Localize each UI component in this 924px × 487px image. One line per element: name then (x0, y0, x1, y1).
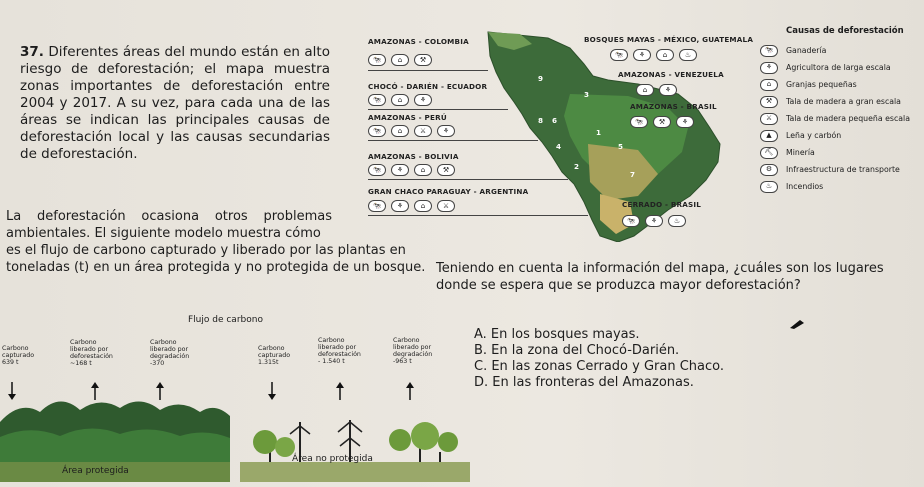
connector-line (368, 140, 538, 141)
map-number-1: 1 (596, 128, 602, 137)
region-label-choco: CHOCÓ - DARIÉN - ECUADOR (368, 82, 488, 91)
legend-item-large-agriculture (760, 59, 920, 76)
protected-deforestation-text: Carbono liberado por deforestación ~168 t (70, 339, 113, 367)
axe-icon: ⚔ (760, 113, 778, 125)
cattle-icon: 🐄 (368, 200, 386, 212)
farm-icon: ⚘ (391, 164, 409, 176)
farm-icon: ⚘ (659, 84, 677, 96)
pen-icon (788, 318, 806, 330)
connector-line (368, 70, 488, 71)
legend-label: Tala de madera pequeña escala (786, 114, 910, 123)
legend-item-small-logging (760, 110, 920, 127)
question-intro-text: Diferentes áreas del mundo están en alto riesgo de deforestación; el mapa muestra zonas importantes de deforestación entre 2004 y 2017. A su vez, para cada una de las áreas se indican las principales causas de deforestación local y las causas secundarias de deforestación (20, 44, 330, 162)
leaf-icon: ⌂ (656, 49, 674, 61)
unprotected-captured-text: Carbono capturado 1.315t (258, 345, 291, 366)
cattle-icon: 🐄 (368, 94, 386, 106)
fire-icon: ♨ (679, 49, 697, 61)
farm-icon: ⚘ (391, 200, 409, 212)
legend-item-small-farms (760, 76, 920, 93)
unprotected-deforestation-text: Carbono liberado por deforestación - 1.540 t (318, 337, 361, 365)
region-label-amazonas-venezuela: AMAZONAS - VENEZUELA (618, 70, 724, 79)
carbon-flow-diagram (0, 312, 470, 487)
farm-icon: ⚘ (645, 215, 663, 227)
region-label-amazonas-bolivia: AMAZONAS - BOLIVIA (368, 152, 459, 161)
legend-label: Infraestructura de transporte (786, 165, 900, 174)
legend-label: Leña y carbón (786, 131, 842, 140)
leaf-icon: ⌂ (391, 94, 409, 106)
legend-item-cattle (760, 42, 920, 59)
protected-area-label: Área protegida (62, 466, 129, 476)
unprotected-area-label: Área no protegida (292, 454, 373, 464)
protected-degradation-label (150, 339, 189, 367)
option-b[interactable]: B. En la zona del Chocó-Darién. (474, 343, 680, 358)
map-number-8: 8 (538, 116, 544, 125)
legend-label: Minería (786, 148, 815, 157)
option-a[interactable]: A. En los bosques mayas. (474, 327, 640, 342)
protected-captured-label (2, 345, 34, 366)
leaf-icon: ⌂ (414, 164, 432, 176)
cattle-icon: 🐄 (368, 164, 386, 176)
cattle-icon: 🐄 (760, 45, 778, 57)
protected-deforestation-label (70, 339, 113, 367)
saw-icon: ⚔ (437, 200, 455, 212)
unprotected-degradation-text: Carbono liberado por degradación -963 t (393, 337, 433, 365)
unprotected-deforestation-label (318, 337, 361, 365)
cattle-icon: 🐄 (610, 49, 628, 61)
farm-icon: ⚘ (633, 49, 651, 61)
legend-title: Causas de deforestación (786, 26, 904, 36)
wheat-icon: ⚘ (760, 62, 778, 74)
mining-icon: ⛏ (760, 147, 778, 159)
tree-icon: ⚒ (414, 54, 432, 66)
tree-icon: ⚒ (437, 164, 455, 176)
region-icons-amazonas-venezuela (636, 84, 677, 96)
fire-icon: ♨ (760, 181, 778, 193)
connector-line (368, 215, 588, 216)
cattle-icon: 🐄 (368, 125, 386, 137)
map-number-4: 4 (556, 142, 562, 151)
leaf-icon: ⌂ (636, 84, 654, 96)
legend-label: Granjas pequeñas (786, 80, 857, 89)
farm-icon: ⚘ (676, 116, 694, 128)
map-legend (760, 26, 920, 195)
legend-label: Agricultora de larga escala (786, 63, 891, 72)
question-number: 37. (20, 44, 44, 60)
legend-label: Ganadería (786, 46, 827, 55)
connector-line (368, 109, 508, 110)
legend-item-firewood (760, 127, 920, 144)
protected-captured-text: Carbono capturado 639 t (2, 345, 35, 366)
leaf-icon: ⌂ (414, 200, 432, 212)
map-number-2: 2 (574, 162, 580, 171)
region-icons-choco (368, 94, 432, 106)
protected-degradation-text: Carbono liberado por degradación -370 (150, 339, 190, 367)
leaf-icon: ⌂ (391, 125, 409, 137)
map-number-7: 7 (630, 170, 636, 179)
map-number-9: 9 (538, 74, 544, 83)
legend-label: Incendios (786, 182, 824, 191)
legend-item-mining (760, 144, 920, 161)
road-icon: ⚙ (760, 164, 778, 176)
region-label-amazonas-peru: AMAZONAS - PERÚ (368, 113, 447, 122)
region-icons-cerrado-brasil (622, 215, 686, 227)
region-icons-amazonas-bolivia (368, 164, 455, 176)
flow-title: Flujo de carbono (188, 315, 263, 325)
cattle-icon: 🐄 (368, 54, 386, 66)
region-label-bosques-mayas: BOSQUES MAYAS - MÉXICO, GUATEMALA (584, 35, 754, 44)
region-label-amazonas-colombia: AMAZONAS - COLOMBIA (368, 37, 469, 46)
region-icons-amazonas-brasil (630, 116, 694, 128)
option-d[interactable]: D. En las fronteras del Amazonas. (474, 375, 694, 390)
region-label-amazonas-brasil: AMAZONAS - BRASIL (630, 102, 717, 111)
legend-item-transport (760, 161, 920, 178)
fire-icon: ♨ (668, 215, 686, 227)
legend-item-large-logging (760, 93, 920, 110)
body-paragraph-2: es el flujo de carbono capturado y liberado por las plantas en toneladas (t) en un área protegida y no protegida de un bosque. (6, 243, 426, 275)
question-prompt: Teniendo en cuenta la información del mapa, ¿cuáles son los lugares donde se espera que se produzca mayor deforestación? (436, 261, 884, 293)
cattle-icon: 🐄 (622, 215, 640, 227)
region-icons-amazonas-peru (368, 125, 455, 137)
connector-line (368, 179, 568, 180)
tree-icon: ⚒ (653, 116, 671, 128)
farm-icon: ⚘ (414, 94, 432, 106)
region-icons-bosques-mayas (610, 49, 697, 61)
region-label-gran-chaco: GRAN CHACO PARAGUAY - ARGENTINA (368, 187, 529, 196)
body-paragraph-1: La deforestación ocasiona otros problemas ambientales. El siguiente modelo muestra cómo (6, 209, 332, 241)
saw-icon: ⚔ (414, 125, 432, 137)
region-icons-gran-chaco (368, 200, 455, 212)
farm-icon: ⚘ (437, 125, 455, 137)
deforestation-map (338, 24, 758, 242)
cattle-icon: 🐄 (630, 116, 648, 128)
legend-item-fires (760, 178, 920, 195)
firewood-icon: ▲ (760, 130, 778, 142)
leaf-icon: ⌂ (391, 54, 409, 66)
map-number-6: 6 (552, 116, 558, 125)
unprotected-degradation-label (393, 337, 432, 365)
question-intro: 37. Diferentes áreas del mundo están en alto riesgo de deforestación; el mapa muestra zonas importantes de deforestación entre 2004 y 2017. A su vez, para cada una de las áreas se indican las principales causas de deforestación local y las causas secundarias de deforestación. (20, 44, 330, 162)
region-icons-amazonas-colombia (368, 54, 432, 66)
saw-icon: ⚒ (760, 96, 778, 108)
answer-options (474, 327, 724, 391)
unprotected-captured-label (258, 345, 290, 366)
legend-label: Tala de madera a gran escala (786, 97, 901, 106)
map-number-3: 3 (584, 90, 590, 99)
option-c[interactable]: C. En las zonas Cerrado y Gran Chaco. (474, 359, 725, 374)
farm-icon: ⌂ (760, 79, 778, 91)
region-label-cerrado-brasil: CERRADO - BRASIL (622, 200, 702, 209)
map-number-5: 5 (618, 142, 624, 151)
